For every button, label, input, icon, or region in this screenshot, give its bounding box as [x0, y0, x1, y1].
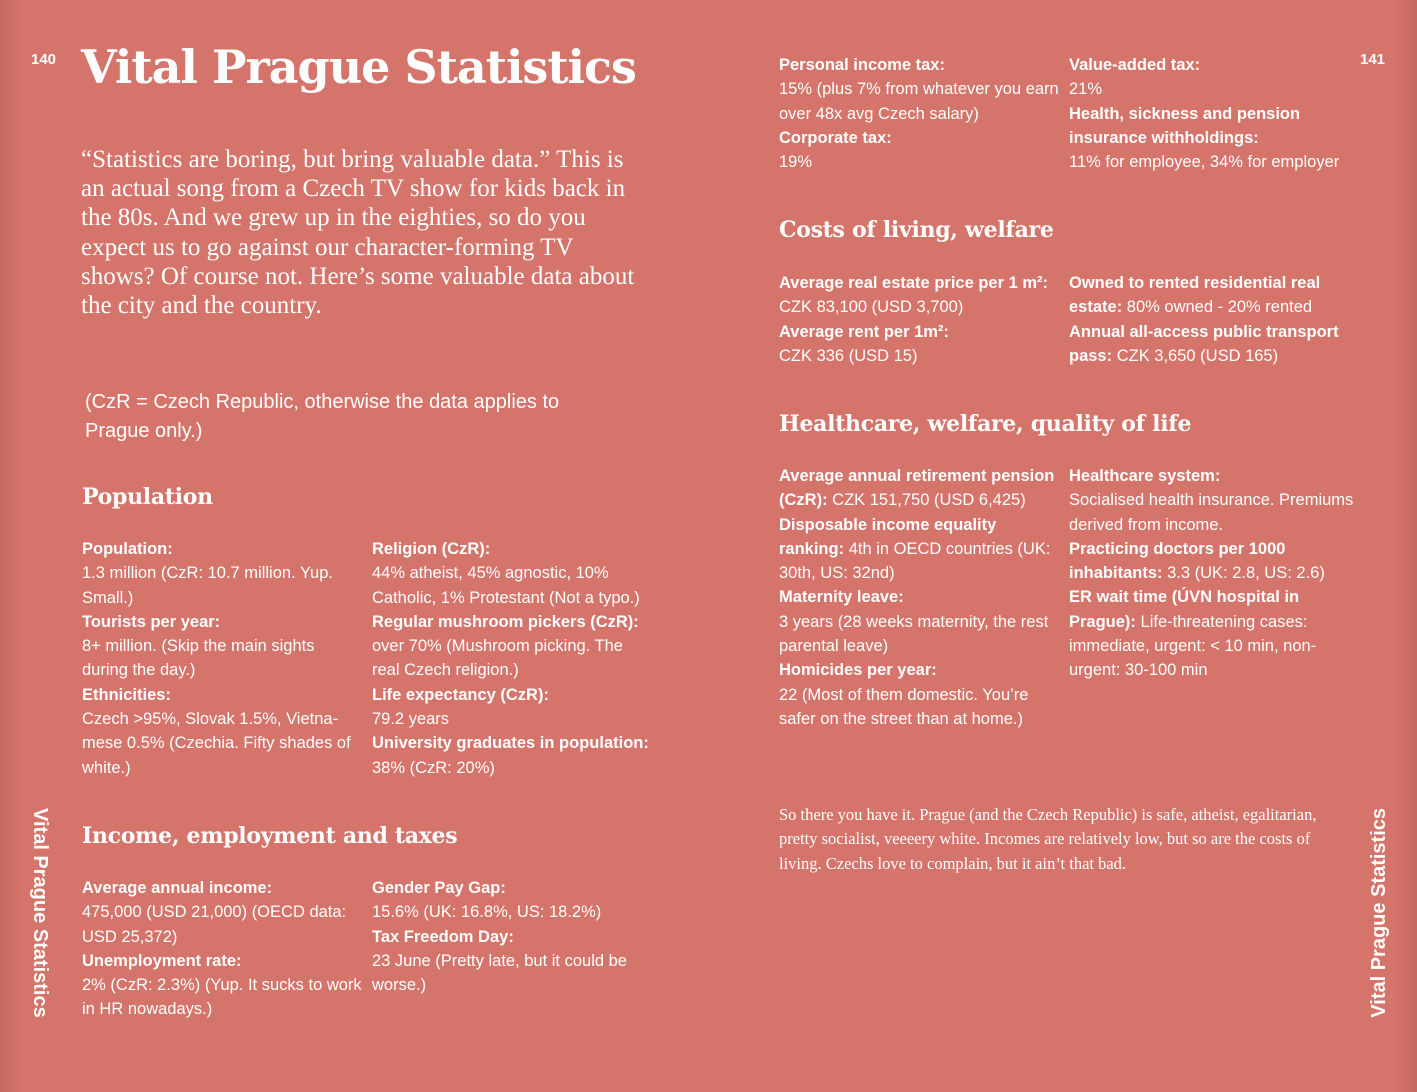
stat-label: Average annual income: [82, 879, 273, 897]
stat-label: Personal income tax: [779, 56, 945, 74]
stat-label: Religion (CzR): [372, 540, 491, 558]
stat-label: Unemployment rate: [82, 951, 242, 970]
stat-value: 2% (CzR: 2.3%) (Yup. It sucks to work in HR nowadays.) [82, 976, 362, 1019]
right-page-edge [1395, 0, 1417, 1092]
stat-value: 8+ million. (Skip the main sights during the day.) [82, 637, 315, 680]
stat-value: 80% owned - 20% rented [1126, 298, 1313, 317]
stat-label: Life expectancy (CzR): [372, 685, 549, 704]
income-heading: Income, employment and taxes [82, 823, 458, 849]
stat-label: Disposable income equality ranking: [779, 515, 997, 558]
stat-value: 21% [1069, 80, 1103, 99]
stat-value: 15% (plus 7% from whatever you earn over 48x avg Czech salary) [779, 80, 1059, 123]
intro-paragraph: “Statistics are boring, but bring valuable data.” This is an actual song from a Czech TV show for kids back in the 80s. And we grew up in the eighties, so do you expect us to go against our character-forming TV shows? Of course not. Here’s some valuable data about the city and the country. [81, 146, 635, 320]
stat-label: University graduates in population: [372, 734, 649, 753]
income-column-2 [372, 876, 654, 997]
income-column-1 [82, 876, 364, 1022]
stat-label: Population: [82, 540, 173, 558]
stat-label: Gender Pay Gap: [372, 879, 506, 897]
stat-entry [779, 513, 1061, 586]
stat-label: Practicing doctors per 1000 inhabitants: [1069, 539, 1286, 583]
stat-label: Value-added tax: [1069, 56, 1201, 74]
abbreviation-note: (CzR = Czech Republic, otherwise the data applies to Prague only.) [85, 391, 560, 442]
stat-value: 79.2 years [372, 710, 450, 729]
stat-label: Average real estate price per 1 m²: [779, 274, 1049, 292]
stat-label: Ethnicities: [82, 685, 171, 704]
stat-label: Average rent per 1m²: [779, 322, 949, 341]
stat-value: 44% atheist, 45% agnostic, 10% Catholic, 1% Protestant (Not a typo.) [372, 564, 640, 607]
stat-label: Homicides per year: [779, 661, 937, 680]
stat-value: 19% [779, 153, 813, 172]
stat-value: Life-threatening cases: immediate, urgent: < 10 min, non-urgent: 30-100 min [1069, 612, 1317, 680]
healthcare-column-1 [779, 464, 1061, 731]
stat-entry [1069, 320, 1351, 369]
stat-label: Owned to rented residential real estate: [1069, 274, 1321, 317]
stat-entry [1069, 271, 1351, 320]
stat-value: 3 years (28 weeks maternity, the rest parental leave) [779, 612, 1049, 656]
costs-column-2 [1069, 271, 1351, 368]
stat-label: Annual all-access public transport pass: [1069, 322, 1339, 365]
stat-value: 23 June (Pretty late, but it could be worse.) [372, 951, 627, 995]
stat-entry [1069, 537, 1359, 586]
stat-label: Health, sickness and pension insurance withholdings: [1069, 104, 1301, 147]
taxes-column-1 [779, 53, 1061, 174]
stat-label: Tax Freedom Day: [372, 927, 514, 946]
stat-value: CZK 83,100 (USD 3,700) [779, 298, 964, 317]
stat-value: over 70% (Mushroom picking. The real Czech religion.) [372, 637, 623, 680]
right-page-number: 141 [1360, 51, 1386, 68]
population-column-1 [82, 537, 364, 780]
left-page-edge [0, 0, 22, 1092]
stat-value: 11% for employee, 34% for employer [1069, 153, 1340, 172]
costs-heading: Costs of living, welfare [779, 217, 1054, 243]
stat-value: 4th in OECD countries (UK: 30th, US: 32nd) [779, 539, 1051, 583]
costs-column-1 [779, 271, 1061, 368]
stat-label: Healthcare system: [1069, 467, 1221, 485]
stat-value: Czech >95%, Slovak 1.5%, Vietnamese 0.5% (Czechia. Fifty shades of white.) [82, 710, 351, 777]
stat-value: 15.6% (UK: 16.8%, US: 18.2%) [372, 903, 602, 922]
taxes-column-2 [1069, 53, 1351, 174]
stat-value: 22 (Most of them domestic. You’re safer on the street than at home.) [779, 685, 1029, 728]
stat-value: CZK 336 (USD 15) [779, 346, 918, 365]
page-title: Vital Prague Statistics [81, 40, 636, 94]
left-page-number: 140 [31, 51, 57, 68]
stat-value: CZK 3,650 (USD 165) [1116, 346, 1279, 365]
healthcare-heading: Healthcare, welfare, quality of life [779, 411, 1192, 437]
stat-label: Average annual retirement pension (CzR): [779, 467, 1055, 510]
right-running-title: Vital Prague Statistics [1368, 808, 1390, 1018]
stat-entry [1069, 585, 1359, 682]
stat-label: Maternity leave: [779, 588, 904, 607]
healthcare-column-2 [1069, 464, 1359, 683]
closing-paragraph: So there you have it. Prague (and the Czech Republic) is safe, atheist, egalitarian, pretty socialist, veeeery white. Incomes are relatively low, but so are the costs of living. Czechs love to complain, but it ain’t that bad. [779, 805, 1317, 873]
stat-label: Regular mushroom pickers (CzR): [372, 612, 639, 631]
stat-value: 3.3 (UK: 2.8, US: 2.6) [1167, 564, 1325, 583]
stat-value: Socialised health insurance. Premiums derived from income. [1069, 491, 1354, 534]
stat-value: 1.3 million (CzR: 10.7 million. Yup. Small.) [82, 564, 333, 607]
stat-label: Tourists per year: [82, 612, 221, 631]
stat-value: 475,000 (USD 21,000) (OECD data: USD 25,372) [82, 903, 347, 946]
stat-label: ER wait time (ÚVN hospital in Prague): [1069, 588, 1300, 631]
population-heading: Population [82, 484, 213, 510]
stat-value: CZK 151,750 (USD 6,425) [832, 491, 1026, 510]
stat-entry [779, 464, 1061, 513]
population-column-2 [372, 537, 654, 780]
left-running-title: Vital Prague Statistics [29, 808, 51, 1018]
stat-label: Corporate tax: [779, 128, 892, 147]
stat-value: 38% (CzR: 20%) [372, 758, 495, 777]
